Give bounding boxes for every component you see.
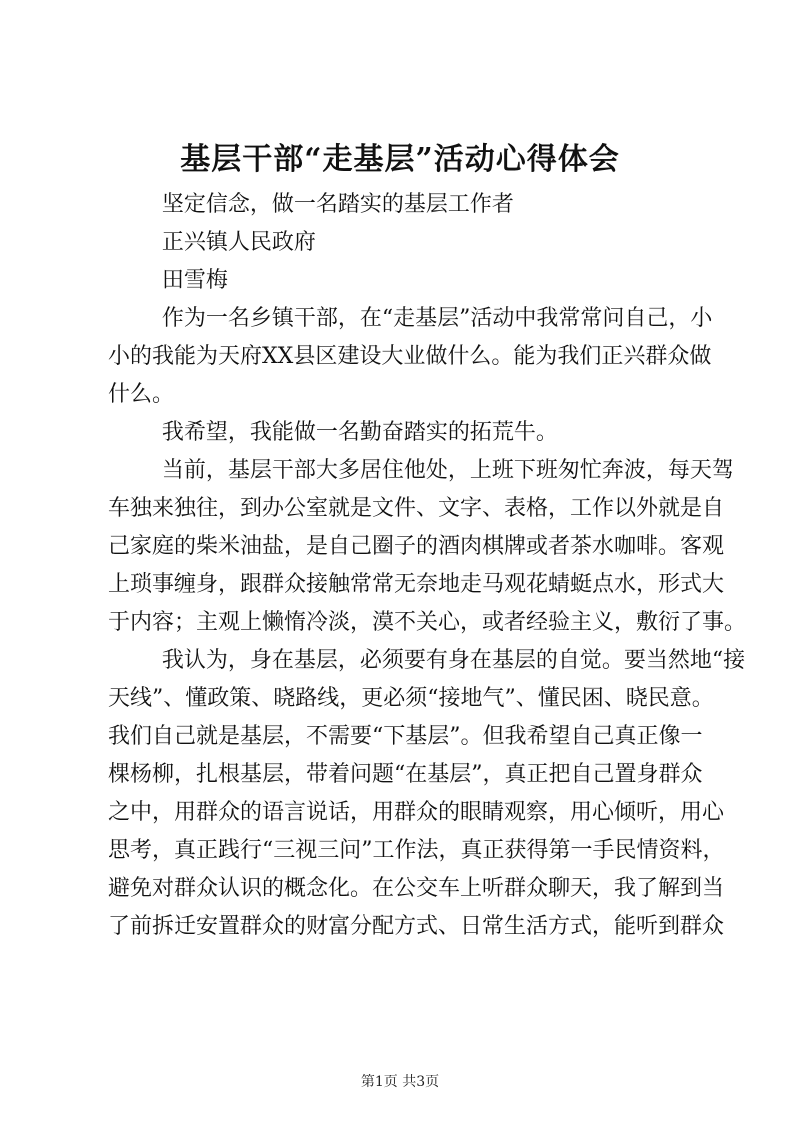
paragraph-line: 思考，真正践行“三视三问”工作法，真正获得第一手民情资料，: [108, 838, 725, 863]
paragraph-1: [108, 300, 712, 414]
paragraph-line: 什么。: [108, 382, 175, 407]
paragraph-line: 之中，用群众的语言说话，用群众的眼睛观察，用心倾听，用心: [108, 800, 725, 825]
paragraph-line: 车独来独往，到办公室就是文件、文字、表格，工作以外就是自: [108, 496, 725, 521]
page-footer: 第1页 共3页: [360, 1074, 440, 1090]
paragraph-line: 作为一名乡镇干部，在“走基层”活动中我常常问自己，小: [161, 306, 713, 331]
paragraph-line: 我希望，我能做一名勤奋踏实的拓荒牛。: [161, 420, 558, 445]
document-title: 基层干部“走基层”活动心得体会: [180, 142, 620, 177]
paragraph-2: [108, 414, 712, 452]
author-name: 田雪梅: [161, 268, 228, 293]
paragraph-line: 当前，基层干部大多居住他处，上班下班匆忙奔波，每天驾: [161, 458, 734, 483]
paragraph-line: 上琐事缠身，跟群众接触常常无奈地走马观花蜻蜓点水，形式大: [108, 572, 725, 597]
paragraph-line: 避免对群众认识的概念化。在公交车上听群众聊天，我了解到当: [108, 876, 725, 901]
paragraph-line: 棵杨柳，扎根基层，带着问题“在基层”，真正把自己置身群众: [108, 762, 703, 787]
paragraph-line: 于内容；主观上懒惰冷淡，漠不关心，或者经验主义，敷衍了事。: [108, 610, 747, 635]
paragraph-3: [108, 452, 747, 642]
paragraph-4: [108, 642, 746, 946]
organization-name: 正兴镇人民政府: [161, 230, 316, 255]
paragraph-line: 我们自己就是基层，不需要“下基层”。但我希望自己真正像一: [108, 724, 703, 749]
document-subtitle: 坚定信念，做一名踏实的基层工作者: [161, 192, 514, 217]
paragraph-line: 己家庭的柴米油盐，是自己圈子的酒肉棋牌或者茶水咖啡。客观: [108, 534, 725, 559]
paragraph-line: 我认为，身在基层，必须要有身在基层的自觉。要当然地“接: [161, 648, 746, 673]
document-body: [108, 186, 747, 946]
paragraph-line: 了前拆迁安置群众的财富分配方式、日常生活方式，能听到群众: [108, 914, 725, 939]
paragraph-line: 天线”、懂政策、晓路线，更必须“接地气”、懂民困、晓民意。: [108, 686, 714, 711]
paragraph-line: 小的我能为天府XX县区建设大业做什么。能为我们正兴群众做: [108, 344, 712, 369]
